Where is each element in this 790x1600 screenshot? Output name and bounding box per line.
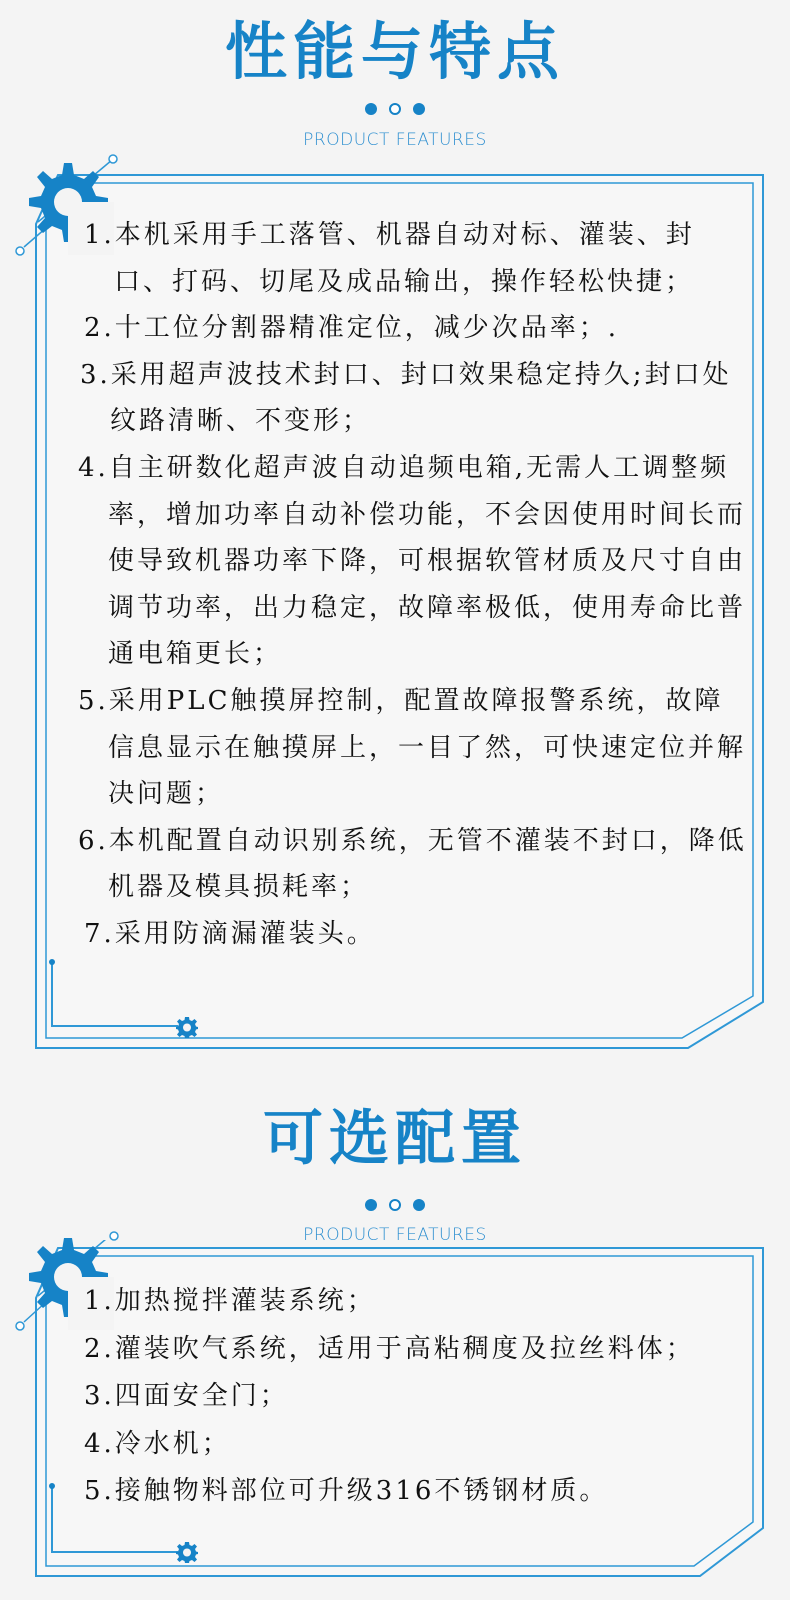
config-list — [84, 1278, 750, 1516]
decorative-dots — [0, 1199, 790, 1211]
list-item: 1.本机采用手工落管、机器自动对标、灌装、封口、打码、切尾及成品输出，操作轻松快捷； — [84, 220, 695, 297]
list-item: 2.十工位分割器精准定位，减少次品率；. — [84, 313, 620, 344]
section-title: 可选配置 — [263, 1104, 527, 1174]
decorative-dots — [0, 103, 790, 115]
dot — [365, 1199, 377, 1211]
list-item: 2.灌装吹气系统，适用于高粘稠度及拉丝料体； — [84, 1333, 695, 1364]
section-subtitle: PRODUCT FEATURES — [303, 1225, 487, 1245]
small-gear-icon — [176, 1016, 198, 1038]
dot — [389, 1199, 401, 1211]
dot — [413, 103, 425, 115]
features-list — [78, 212, 750, 958]
dot — [365, 103, 377, 115]
section-subtitle: PRODUCT FEATURES — [303, 130, 487, 150]
list-item: 7.采用防滴漏灌装头。 — [84, 918, 376, 949]
list-item: 3.四面安全门； — [84, 1381, 289, 1411]
optional-config-section — [0, 1090, 790, 1600]
list-item: 4.冷水机； — [84, 1428, 231, 1459]
small-gear-icon — [176, 1541, 198, 1563]
list-item: 3.采用超声波技术封口、封口效果稳定持久;封口处纹路清晰、不变形； — [80, 359, 732, 437]
list-item: 1.加热搅拌灌装系统； — [84, 1286, 376, 1316]
section-title: 性能与特点 — [224, 15, 565, 88]
list-item: 5.采用PLC触摸屏控制，配置故障报警系统，故障信息显示在触摸屏上，一目了然，可快速定位并解决问题； — [78, 685, 747, 810]
list-item: 6.本机配置自动识别系统，无管不灌装不封口，降低机器及模具损耗率； — [78, 825, 747, 903]
list-item: 5.接触物料部位可升级316不锈钢材质。 — [84, 1476, 609, 1506]
dot — [413, 1199, 425, 1211]
list-item: 4.自主研数化超声波自动追频电箱,无需人工调整频率，增加功率自动补偿功能，不会因使用时间长而使导致机器功率下降，可根据软管材质及尺寸自由调节功率，出力稳定，故障率极低，使用寿命比普通电箱更长； — [78, 452, 747, 670]
dot — [389, 103, 401, 115]
